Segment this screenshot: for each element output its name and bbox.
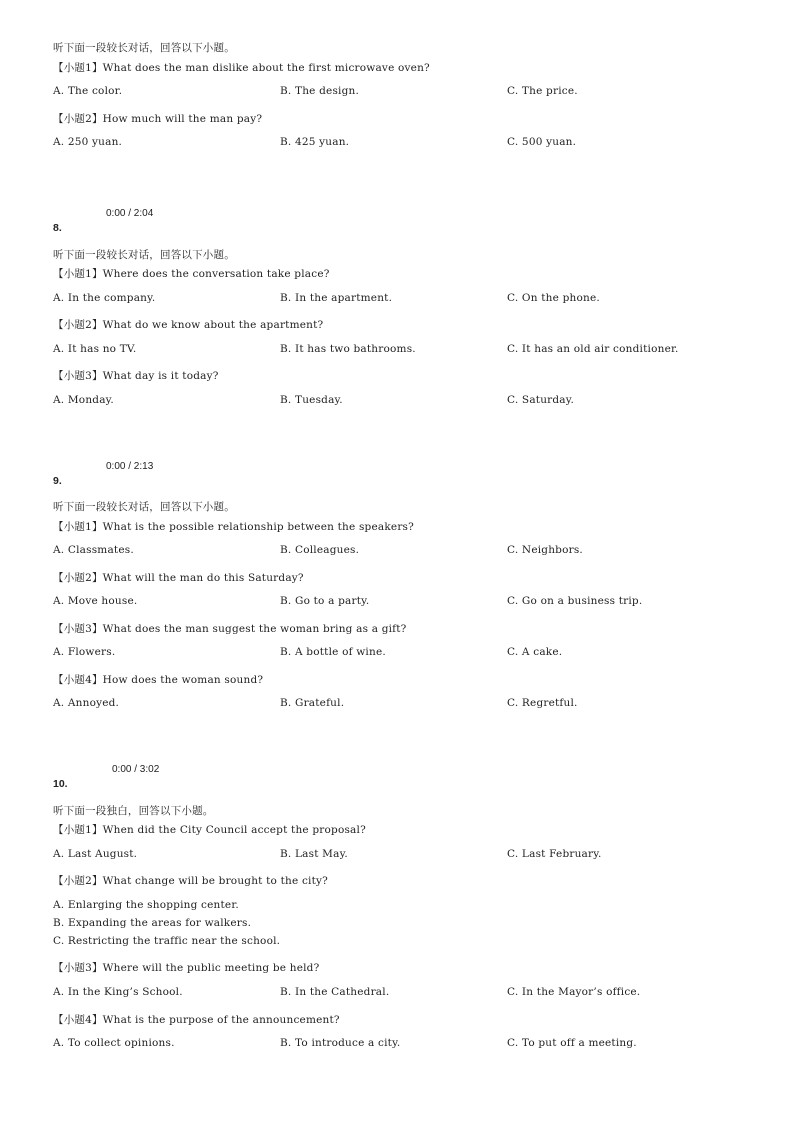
options-row <box>53 544 753 558</box>
option-a: A. To collect opinions. <box>53 1037 175 1049</box>
section-intro: 听下面一段较长对话，回答以下小题。 <box>53 42 235 54</box>
options-row <box>53 646 753 660</box>
option-a: A. Last August. <box>53 848 138 860</box>
option-b: B. Grateful. <box>280 697 345 709</box>
question: 【小题4】What is the purpose of the announcement? <box>53 1014 340 1026</box>
option-a: A. Enlarging the shopping center. <box>53 899 239 911</box>
option-a: A. In the King’s School. <box>53 986 183 998</box>
option-c: C. To put off a meeting. <box>507 1037 637 1049</box>
option-b: B. Last May. <box>280 848 348 860</box>
option-a: A. 250 yuan. <box>53 136 123 148</box>
option-a: A. In the company. <box>53 292 156 304</box>
option-c: C. On the phone. <box>507 292 600 304</box>
option-a: A. Flowers. <box>53 646 116 658</box>
option-b: B. Colleagues. <box>280 544 360 556</box>
question: 【小题2】How much will the man pay? <box>53 113 263 125</box>
audio-time-display[interactable]: 0:00 / 3:02 <box>112 764 160 775</box>
option-b: B. 425 yuan. <box>280 136 350 148</box>
question: 【小题2】What change will be brought to the city? <box>53 875 328 887</box>
options-row <box>53 136 753 150</box>
question-number: 8. <box>53 222 62 234</box>
option-b: B. Expanding the areas for walkers. <box>53 917 252 929</box>
option-a: A. Annoyed. <box>53 697 120 709</box>
question: 【小题1】Where does the conversation take place? <box>53 268 330 280</box>
question: 【小题1】What does the man dislike about the first microwave oven? <box>53 62 430 74</box>
options-row <box>53 986 753 1000</box>
question-number: 10. <box>53 778 68 790</box>
option-c: C. Last February. <box>507 848 602 860</box>
options-row <box>53 848 753 862</box>
question: 【小题4】How does the woman sound? <box>53 674 264 686</box>
question-number: 9. <box>53 475 62 487</box>
option-a: A. Monday. <box>53 394 114 406</box>
option-c: C. The price. <box>507 85 578 97</box>
question: 【小题3】What does the man suggest the woman bring as a gift? <box>53 623 407 635</box>
option-b: B. In the Cathedral. <box>280 986 390 998</box>
option-c: C. Restricting the traffic near the school. <box>53 935 281 947</box>
option-c: C. It has an old air conditioner. <box>507 343 679 355</box>
audio-time-display[interactable]: 0:00 / 2:13 <box>106 461 154 472</box>
option-c: C. In the Mayor’s office. <box>507 986 641 998</box>
section-intro: 听下面一段较长对话，回答以下小题。 <box>53 249 235 261</box>
question: 【小题1】When did the City Council accept the proposal? <box>53 824 366 836</box>
option-b: B. It has two bathrooms. <box>280 343 416 355</box>
option-b: B. Tuesday. <box>280 394 343 406</box>
option-b: B. The design. <box>280 85 360 97</box>
question: 【小题2】What do we know about the apartment? <box>53 319 324 331</box>
option-a: A. Move house. <box>53 595 138 607</box>
option-b: B. Go to a party. <box>280 595 370 607</box>
options-row <box>53 394 753 408</box>
option-c: C. Neighbors. <box>507 544 583 556</box>
question: 【小题2】What will the man do this Saturday? <box>53 572 304 584</box>
section-intro: 听下面一段独白，回答以下小题。 <box>53 805 214 817</box>
option-c: C. Regretful. <box>507 697 578 709</box>
option-c: C. Saturday. <box>507 394 575 406</box>
question: 【小题3】Where will the public meeting be held? <box>53 962 320 974</box>
option-c: C. 500 yuan. <box>507 136 577 148</box>
options-row <box>53 697 753 711</box>
option-c: C. A cake. <box>507 646 563 658</box>
question: 【小题1】What is the possible relationship between the speakers? <box>53 521 414 533</box>
option-b: B. To introduce a city. <box>280 1037 401 1049</box>
option-a: A. Classmates. <box>53 544 134 556</box>
option-a: A. The color. <box>53 85 123 97</box>
option-b: B. In the apartment. <box>280 292 393 304</box>
options-row <box>53 343 753 357</box>
options-row <box>53 292 753 306</box>
option-b: B. A bottle of wine. <box>280 646 386 658</box>
options-row <box>53 1037 753 1051</box>
audio-time-display[interactable]: 0:00 / 2:04 <box>106 208 154 219</box>
question: 【小题3】What day is it today? <box>53 370 219 382</box>
options-row <box>53 85 753 99</box>
options-row <box>53 595 753 609</box>
option-c: C. Go on a business trip. <box>507 595 643 607</box>
option-a: A. It has no TV. <box>53 343 137 355</box>
section-intro: 听下面一段较长对话，回答以下小题。 <box>53 501 235 513</box>
